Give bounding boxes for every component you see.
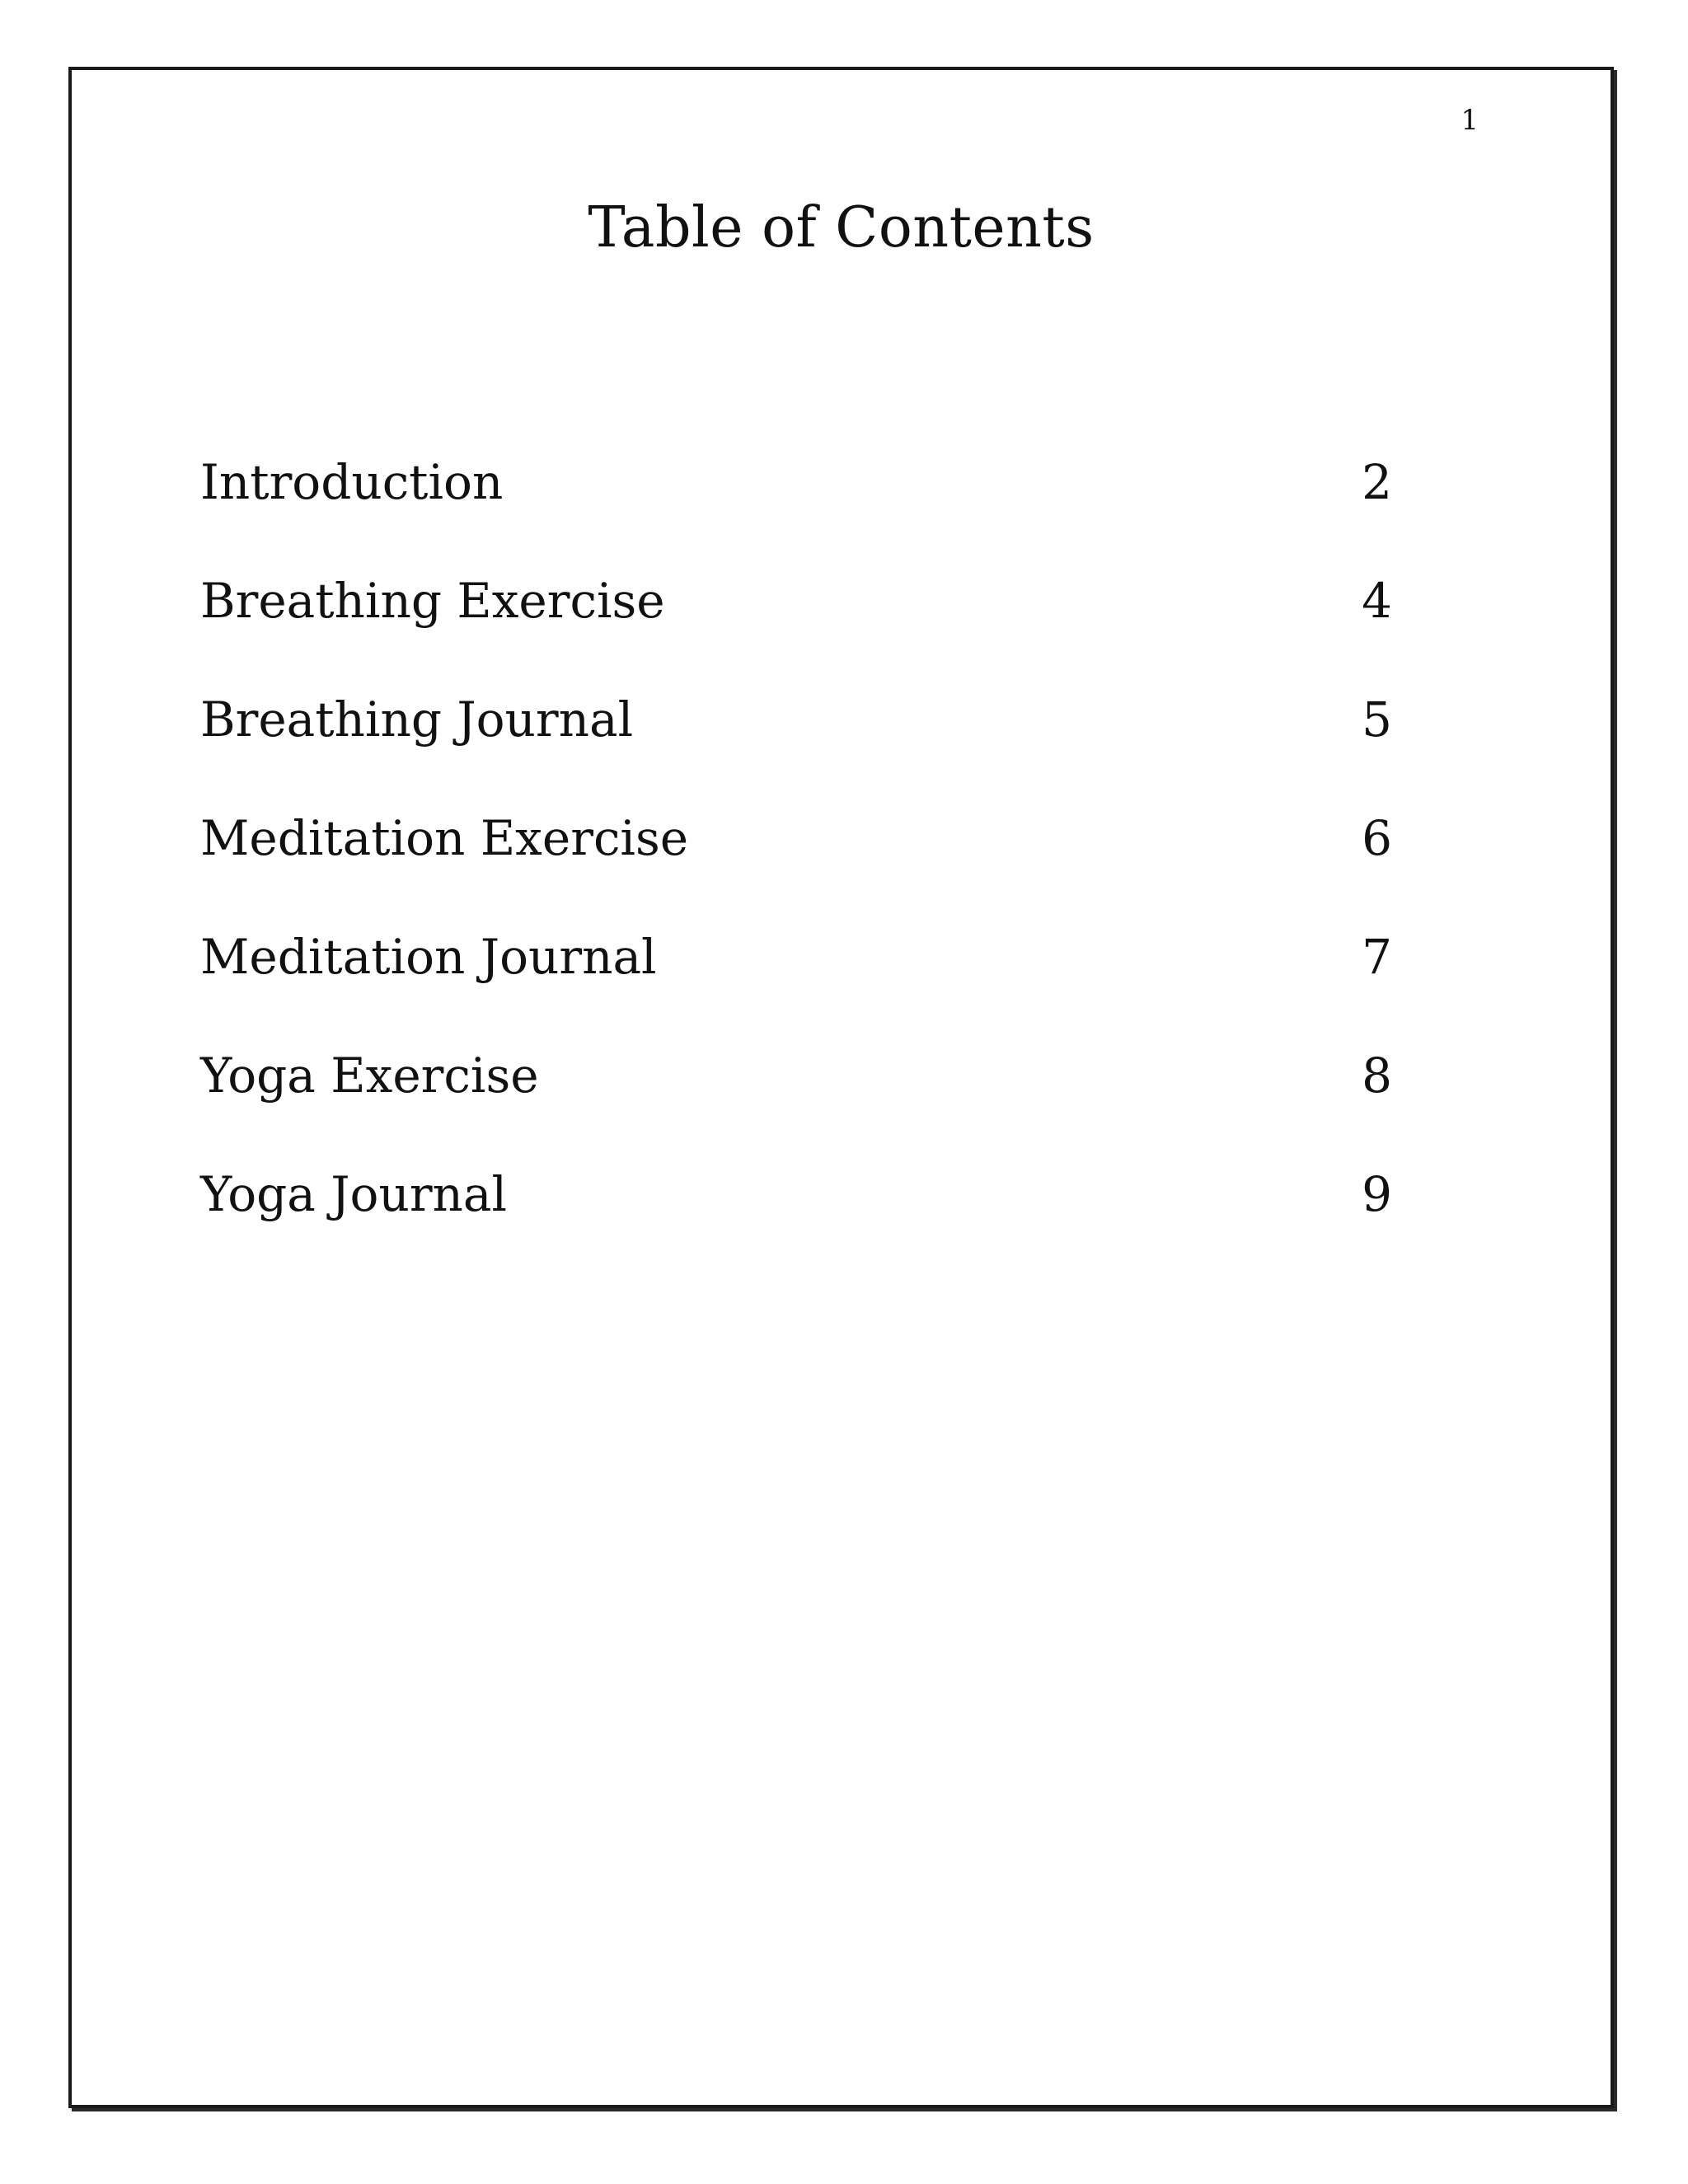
- document-page: [68, 67, 1614, 2108]
- toc-entry-label: Breathing Journal: [200, 691, 634, 748]
- toc-entry-page: 5: [1362, 691, 1392, 748]
- toc-entry-introduction[interactable]: [200, 423, 1392, 541]
- toc-entry-meditation-journal[interactable]: [200, 898, 1392, 1016]
- toc-entry-page: 4: [1362, 573, 1392, 629]
- toc-list: [200, 423, 1392, 1254]
- toc-entry-page: 2: [1362, 454, 1392, 510]
- dot-leader: [636, 735, 1358, 736]
- toc-entry-label: Yoga Exercise: [200, 1047, 539, 1104]
- toc-entry-breathing-exercise[interactable]: [200, 541, 1392, 660]
- dot-leader: [660, 972, 1359, 973]
- page-number: 1: [1461, 104, 1479, 137]
- toc-entry-label: Yoga Journal: [200, 1166, 508, 1222]
- toc-entry-yoga-journal[interactable]: [200, 1135, 1392, 1254]
- toc-entry-page: 7: [1362, 929, 1392, 985]
- toc-entry-meditation-exercise[interactable]: [200, 779, 1392, 898]
- toc-entry-label: Breathing Exercise: [200, 573, 665, 629]
- dot-leader: [692, 854, 1358, 855]
- toc-entry-page: 6: [1362, 810, 1392, 866]
- toc-entry-breathing-journal[interactable]: [200, 660, 1392, 779]
- dot-leader: [668, 616, 1358, 617]
- toc-entry-page: 9: [1362, 1166, 1392, 1222]
- toc-entry-label: Meditation Exercise: [200, 810, 689, 866]
- page-title: Table of Contents: [588, 195, 1095, 260]
- dot-leader: [510, 1210, 1358, 1211]
- dot-leader: [506, 498, 1358, 499]
- toc-entry-page: 8: [1362, 1047, 1392, 1104]
- toc-entry-yoga-exercise[interactable]: [200, 1016, 1392, 1135]
- toc-entry-label: Introduction: [200, 454, 504, 510]
- dot-leader: [542, 1091, 1359, 1092]
- toc-entry-label: Meditation Journal: [200, 929, 657, 985]
